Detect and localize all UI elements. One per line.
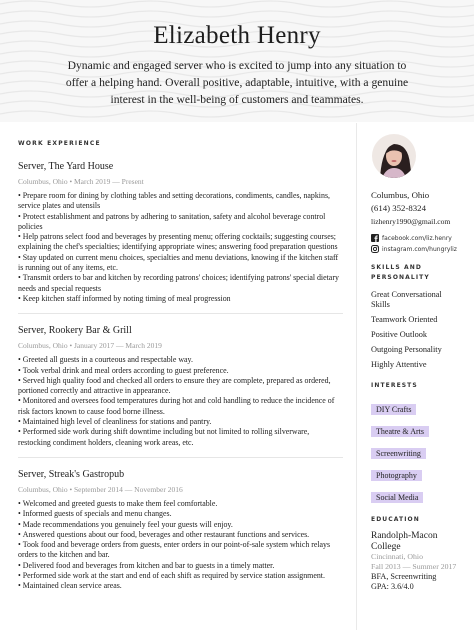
job-entry [18,469,343,592]
school-location: Cincinnati, Ohio [371,552,423,561]
school-dates: Fall 2013 — Summer 2017 [371,562,457,571]
summary-line: Dynamic and engaged server who is excited to jump into any situation to [67,59,407,72]
gpa: GPA: 3.6/4.0 [371,582,414,591]
person-name: Elizabeth Henry [153,22,321,49]
skill-item: Great Conversational Skills [371,290,442,309]
bullet-text: Performed side work during shift downtime including but not limited to rolling silverware, restocking condiment holders, cleaning work areas, etc. [18,427,310,447]
bullet-icon: • [18,365,21,375]
interest-chip: DIY Crafts [371,404,416,415]
bullet-text: Took verbal drink and meal orders according to guest preference. [22,365,229,375]
work-experience-section [18,140,343,592]
job-entry [18,161,343,314]
facebook-link[interactable] [371,234,471,242]
skill-item: Outgoing Personality [371,345,442,354]
bullet-text: Served high quality food and checked all orders to ensure they are complete, prepared as ordered, portioned correctly and attractive in appearance. [18,375,331,396]
summary-line: interest in the well-being of customers and teammates. [110,93,364,106]
bullet-text: Protect establishment and patrons by adhering to sanitation, safety and alcohol beverage control policies [18,211,326,231]
bullet-icon: • [18,571,21,581]
bullet-icon: • [18,232,21,242]
bullet-icon: • [18,252,21,262]
bullet-icon: • [18,519,21,529]
bullet-text: Made recommendations you genuinely feel your guests will enjoy. [22,519,233,529]
bullet-icon: • [18,417,21,427]
bullet-text: Help patrons select food and beverages by presenting menu; offering cocktails; suggesting courses; explaining the chef's specialties; identifying appropriate wines; answering food preparation questions [18,232,338,252]
section-title-work-experience: WORK EXPERIENCE [18,140,101,147]
job-meta: Columbus, Ohio • March 2019 — Present [18,177,144,186]
interest-chip: Theatre & Arts [371,426,429,437]
summary-line: offer a helping hand. Overall positive, adaptable, intuitive, with a genuine [65,76,409,89]
job-bullet [18,520,343,530]
job-bullet [18,294,343,304]
interest-chip: Photography [371,470,422,481]
degree: BFA, Screenwriting [371,572,437,581]
bullet-text: Informed guests of specials and menu changes. [22,509,172,519]
bullet-text: Took food and beverage orders from guests, enter orders in our point-of-sale system which relays orders to the kitchen and bar. [18,540,331,560]
job-bullet [18,253,343,274]
bullet-icon: • [18,355,21,365]
interests-section [371,381,471,507]
job-divider [18,457,343,458]
job-bullet [18,376,343,397]
job-bullet [18,212,343,233]
job-bullet [18,273,343,294]
section-title-personality: PERSONALITY [371,274,430,281]
job-list [18,161,343,592]
section-title-education: EDUCATION [371,516,420,523]
column-divider [356,123,357,630]
job-bullet [18,571,343,581]
contact-phone: (614) 352-8324 [371,203,426,213]
job-bullet [18,427,343,448]
job-bullet [18,396,343,417]
job-bullet [18,581,343,591]
job-meta: Columbus, Ohio • September 2014 — November 2016 [18,484,183,494]
school-name: Randolph-Macon College [371,531,438,552]
job-bullets [18,355,343,448]
job-bullet [18,499,343,509]
interest-chip: Screenwriting [371,448,426,459]
education-section [371,515,471,592]
job-bullet [18,417,343,427]
instagram-url: instagram.com/hungryliz [382,245,457,253]
job-bullet [18,366,343,376]
section-title-skills: SKILLS AND [371,264,422,271]
bullet-icon: • [18,540,21,550]
job-bullet [18,540,343,561]
job-divider [18,313,343,314]
bullet-icon: • [18,211,21,221]
bullet-text: Monitored and oversees food temperatures during hot and cold handling to reduce the incidence of risk factors known to cause food borne illness. [18,396,335,416]
bullet-icon: • [18,293,21,303]
job-bullet [18,561,343,571]
contact-block [371,189,471,228]
bullet-text: Answered questions about our food, beverages and other restaurant functions and services. [22,529,310,539]
contact-email[interactable]: lizhenry1990@gmail.com [371,217,451,226]
job-bullet [18,530,343,540]
contact-location: Columbus, Ohio [371,190,430,200]
interest-chip: Social Media [371,492,423,503]
header-banner [0,0,474,122]
sidebar [371,134,471,592]
bullet-text: Maintained high level of cleanliness for stations and pantry. [22,417,212,427]
bullet-text: Transmit orders to bar and kitchen by recording patrons' choices; identifying patrons' special dietary needs and special requests [18,273,339,293]
job-title: Server, Rookery Bar & Grill [18,325,132,337]
bullet-text: Prepare room for dining by clothing tables and setting decorations, condiments, candles, napkins, service plates and utensils [18,191,330,211]
bullet-icon: • [18,560,21,570]
job-bullet [18,355,343,365]
job-bullet [18,191,343,212]
bullet-icon: • [18,427,21,437]
job-title: Server, Streak's Gastropub [18,468,125,480]
bullet-icon: • [18,375,21,385]
bullet-text: Welcomed and greeted guests to make them feel comfortable. [22,498,218,508]
job-bullets [18,499,343,592]
facebook-url: facebook.com/liz.henry [382,234,452,242]
bullet-text: Performed side work at the start and end of each shift as required by service station assignment. [22,571,325,581]
bullet-icon: • [18,191,21,200]
bullet-text: Keep kitchen staff informed by noting timing of meal progression [22,293,231,303]
job-bullets [18,191,343,304]
job-title: Server, The Yard House [18,161,114,172]
facebook-icon [371,234,379,242]
bullet-icon: • [18,529,21,539]
bullet-text: Stay updated on current menu choices, specialties and menu deviations, knowing if the kitchen staff is running out of any items, etc. [18,252,339,273]
instagram-icon [371,245,379,253]
job-entry [18,325,343,458]
bullet-text: Delivered food and beverages from kitchen and bar to guests in a timely matter. [22,560,275,570]
bullet-text: Maintained clean service areas. [22,581,122,591]
bullet-icon: • [18,581,21,591]
skill-item: Teamwork Oriented [371,315,438,324]
bullet-icon: • [18,396,21,406]
bullet-text: Greeted all guests in a courteous and respectable way. [22,355,193,365]
section-title-interests: INTERESTS [371,382,418,389]
avatar [372,134,416,178]
skills-section [371,263,471,370]
bullet-icon: • [18,509,21,519]
job-bullet [18,232,343,253]
job-bullet [18,509,343,519]
bullet-icon: • [18,273,21,283]
summary [38,57,436,108]
instagram-link[interactable] [371,245,471,253]
skill-item: Highly Attentive [371,360,427,369]
skill-item: Positive Outlook [371,330,428,339]
bullet-icon: • [18,498,21,508]
job-meta: Columbus, Ohio • January 2017 — March 2019 [18,341,162,351]
